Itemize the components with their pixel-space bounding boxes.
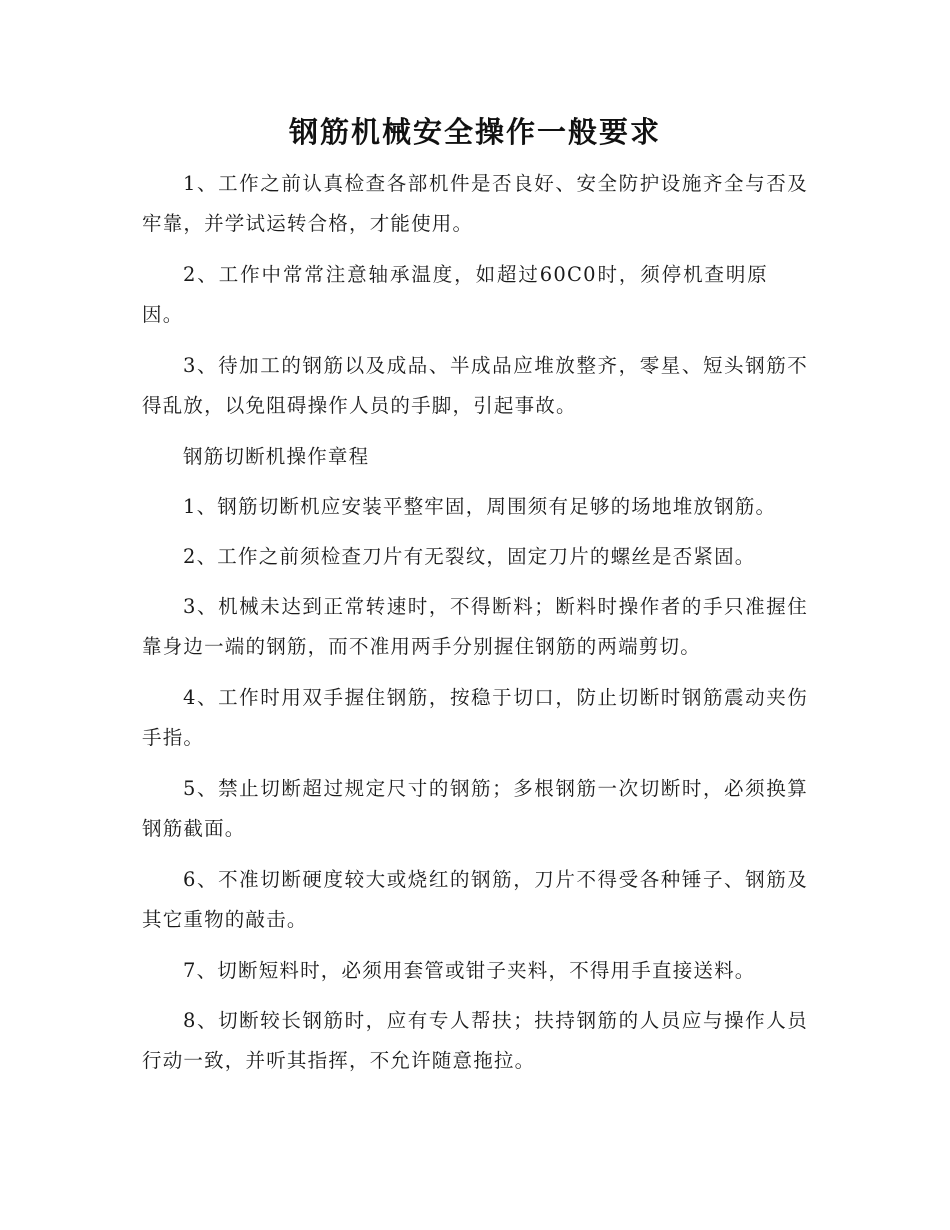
paragraph: 7、切断短料时，必须用套管或钳子夹料，不得用手直接送料。 bbox=[183, 959, 756, 982]
paragraph: 3、待加工的钢筋以及成品、半成品应堆放整齐，零星、短头钢筋不得乱放，以免阻碍操作人员的手脚，引起事故。 bbox=[142, 354, 808, 417]
paragraph: 2、工作之前须检查刀片有无裂纹，固定刀片的螺丝是否紧固。 bbox=[183, 545, 756, 568]
paragraph: 8、切断较长钢筋时，应有专人帮扶；扶持钢筋的人员应与操作人员行动一致，并听其指挥，不允许随意拖拉。 bbox=[142, 1009, 808, 1072]
paragraph: 1、钢筋切断机应安装平整牢固，周围须有足够的场地堆放钢筋。 bbox=[183, 495, 777, 518]
paragraph: 2、工作中常常注意轴承温度，如超过60C0时，须停机查明原因。 bbox=[142, 263, 768, 326]
paragraph: 3、机械未达到正常转速时，不得断料；断料时操作者的手只准握住靠身边一端的钢筋，而不准用两手分别握住钢筋的两端剪切。 bbox=[142, 595, 808, 658]
paragraph: 4、工作时用双手握住钢筋，按稳于切口，防止切断时钢筋震动夹伤手指。 bbox=[142, 686, 808, 749]
document-body bbox=[142, 164, 808, 1092]
paragraph: 1、工作之前认真检查各部机件是否良好、安全防护设施齐全与否及牢靠，并学试运转合格，才能使用。 bbox=[142, 172, 808, 235]
paragraph: 5、禁止切断超过规定尺寸的钢筋；多根钢筋一次切断时，必须换算钢筋截面。 bbox=[142, 777, 808, 840]
document-title: 钢筋机械安全操作一般要求 bbox=[288, 115, 661, 149]
paragraph: 6、不准切断硬度较大或烧红的钢筋，刀片不得受各种锤子、钢筋及其它重物的敲击。 bbox=[142, 868, 808, 931]
section-heading: 钢筋切断机操作章程 bbox=[183, 445, 370, 468]
